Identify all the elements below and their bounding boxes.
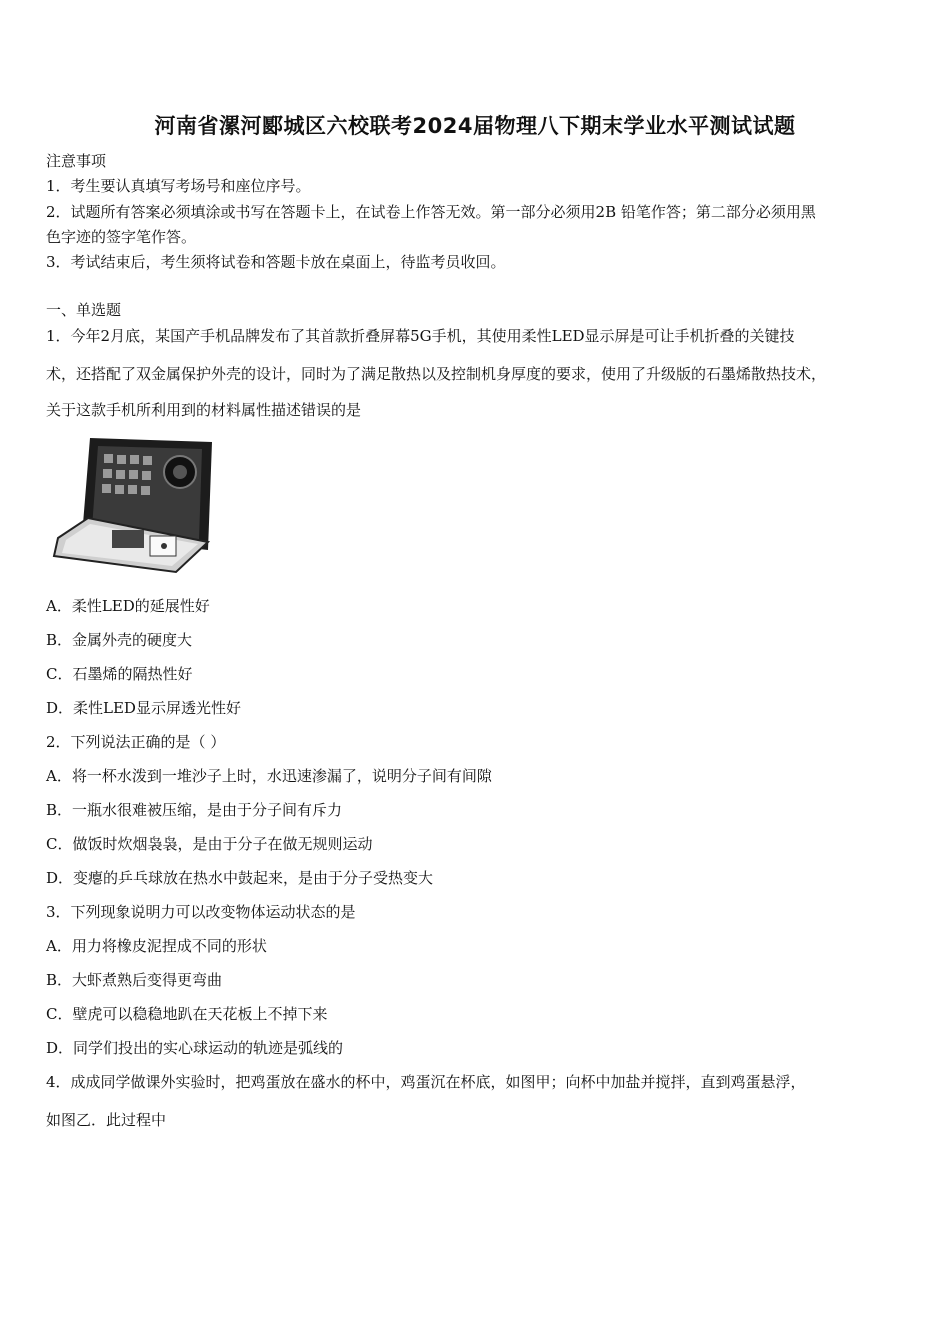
folding-phone-image <box>52 432 217 574</box>
notice-item: 3．考试结束后，考生须将试卷和答题卡放在桌面上，待监考员收回。 <box>46 253 506 271</box>
notice-item: 色字迹的签字笔作答。 <box>46 228 197 246</box>
notice-item: 2．试题所有答案必须填涂或书写在答题卡上，在试卷上作答无效。第一部分必须用2B 铅笔作答；第二部分必须用黑 <box>46 203 816 221</box>
q2-option-b: B．一瓶水很难被压缩，是由于分子间有斥力 <box>46 801 343 819</box>
q4-stem: 如图乙．此过程中 <box>46 1111 167 1129</box>
q1-option-b: B．金属外壳的硬度大 <box>46 631 193 649</box>
notice-heading: 注意事项 <box>46 152 107 170</box>
q1-stem: 术，还搭配了双金属保护外壳的设计，同时为了满足散热以及控制机身厚度的要求，使用了升级版的石墨烯散热技术， <box>46 365 827 383</box>
q4-stem: 4．成成同学做课外实验时，把鸡蛋放在盛水的杯中，鸡蛋沉在杯底，如图甲；向杯中加盐并搅拌，直到鸡蛋悬浮， <box>46 1073 806 1091</box>
q2-option-d: D．变瘪的乒乓球放在热水中鼓起来，是由于分子受热变大 <box>46 869 434 887</box>
q1-option-a: A．柔性LED的延展性好 <box>46 597 210 615</box>
q3-option-d: D．同学们投出的实心球运动的轨迹是弧线的 <box>46 1039 344 1057</box>
q2-option-c: C．做饭时炊烟袅袅，是由于分子在做无规则运动 <box>46 835 373 853</box>
q1-stem: 1．今年2月底，某国产手机品牌发布了其首款折叠屏幕5G手机，其使用柔性LED显示屏是可让手机折叠的关键技 <box>46 327 795 345</box>
section-heading: 一、单选题 <box>46 301 122 319</box>
q2-stem: 2．下列说法正确的是（ ） <box>46 733 226 751</box>
q3-option-b: B．大虾煮熟后变得更弯曲 <box>46 971 223 989</box>
q1-stem: 关于这款手机所利用到的材料属性描述错误的是 <box>46 401 362 419</box>
q3-stem: 3．下列现象说明力可以改变物体运动状态的是 <box>46 903 356 921</box>
q1-option-c: C．石墨烯的隔热性好 <box>46 665 193 683</box>
q2-option-a: A．将一杯水泼到一堆沙子上时，水迅速渗漏了，说明分子间有间隙 <box>46 767 492 785</box>
page-title: 河南省漯河郾城区六校联考2024届物理八下期末学业水平测试试题 <box>154 114 796 138</box>
q3-option-a: A．用力将橡皮泥捏成不同的形状 <box>46 937 267 955</box>
q1-option-d: D．柔性LED显示屏透光性好 <box>46 699 241 717</box>
q3-option-c: C．壁虎可以稳稳地趴在天花板上不掉下来 <box>46 1005 328 1023</box>
notice-item: 1．考生要认真填写考场号和座位序号。 <box>46 177 311 195</box>
